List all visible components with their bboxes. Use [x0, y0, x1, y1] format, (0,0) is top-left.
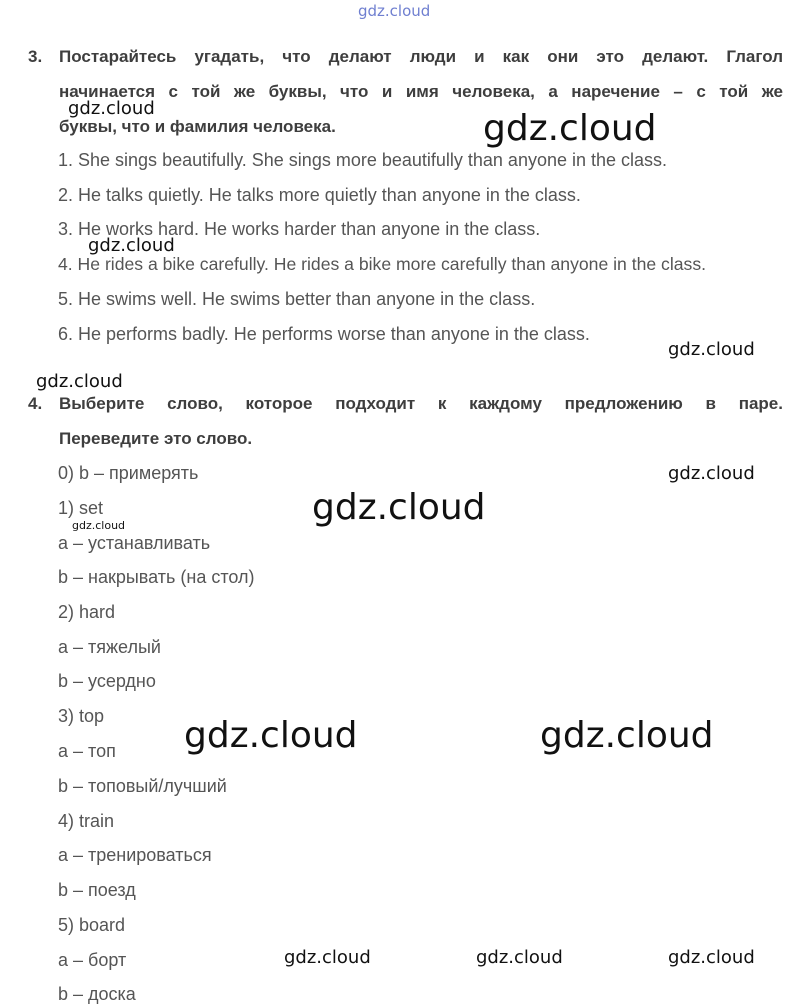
task3-number: 3. [28, 47, 43, 66]
watermark: gdz.cloud [184, 715, 358, 756]
task4-number: 4. [28, 394, 43, 413]
task4-line-1: 1) set [58, 498, 104, 518]
task3-answer-5: 5. He swims well. He swims better than anyone in the class. [58, 289, 536, 309]
task4-line-7: 3) top [58, 706, 105, 726]
task3-instruction-line-2: начинается с той же буквы, что и имя человека, а наречение – с той же [59, 82, 783, 101]
watermark: gdz.cloud [72, 519, 126, 532]
watermark: gdz.cloud [483, 108, 657, 149]
watermark: gdz.cloud [284, 947, 371, 968]
task4-line-8: a – топ [58, 741, 116, 761]
task3-instruction-line-1: Постарайтесь угадать, что делают люди и как они это делают. Глагол [59, 47, 783, 66]
task4-instruction-line-1: Выберите слово, которое подходит к каждому предложению в паре. [59, 394, 783, 413]
task3-answer-3: 3. He works hard. He works harder than anyone in the class. [58, 219, 541, 239]
task3-instruction-line-3: буквы, что и фамилия человека. [59, 117, 336, 136]
task3-answer-6: 6. He performs badly. He performs worse than anyone in the class. [58, 324, 590, 344]
task4-line-11: a – тренироваться [58, 845, 212, 865]
task4-line-0: 0) b – примерять [58, 463, 199, 483]
watermark: gdz.cloud [36, 371, 123, 392]
task3-answer-4: 4. He rides a bike carefully. He rides a bike more carefully than anyone in the class. [58, 254, 707, 274]
watermark: gdz.cloud [540, 715, 714, 756]
watermark: gdz.cloud [68, 98, 155, 119]
task4-line-9: b – топовый/лучший [58, 776, 227, 796]
task4-line-3: b – накрывать (на стол) [58, 567, 255, 587]
task4-line-2: a – устанавливать [58, 533, 211, 553]
task4-line-13: 5) board [58, 915, 126, 935]
watermark: gdz.cloud [668, 463, 755, 484]
task4-line-15: b – доска [58, 984, 136, 1004]
task4-instruction-line-2: Переведите это слово. [59, 429, 253, 448]
task3-answer-1: 1. She sings beautifully. She sings more beautifully than anyone in the class. [58, 150, 668, 170]
task4-line-12: b – поезд [58, 880, 136, 900]
top-watermark: gdz.cloud [358, 2, 431, 20]
watermark: gdz.cloud [668, 339, 755, 360]
task4-line-5: a – тяжелый [58, 637, 161, 657]
task4-line-14: a – борт [58, 950, 127, 970]
task3-answer-2: 2. He talks quietly. He talks more quietly than anyone in the class. [58, 185, 581, 205]
task4-line-4: 2) hard [58, 602, 116, 622]
watermark: gdz.cloud [312, 487, 486, 528]
task4-line-10: 4) train [58, 811, 115, 831]
watermark: gdz.cloud [668, 947, 755, 968]
watermark: gdz.cloud [88, 235, 175, 256]
watermark: gdz.cloud [476, 947, 563, 968]
task4-line-6: b – усердно [58, 671, 156, 691]
